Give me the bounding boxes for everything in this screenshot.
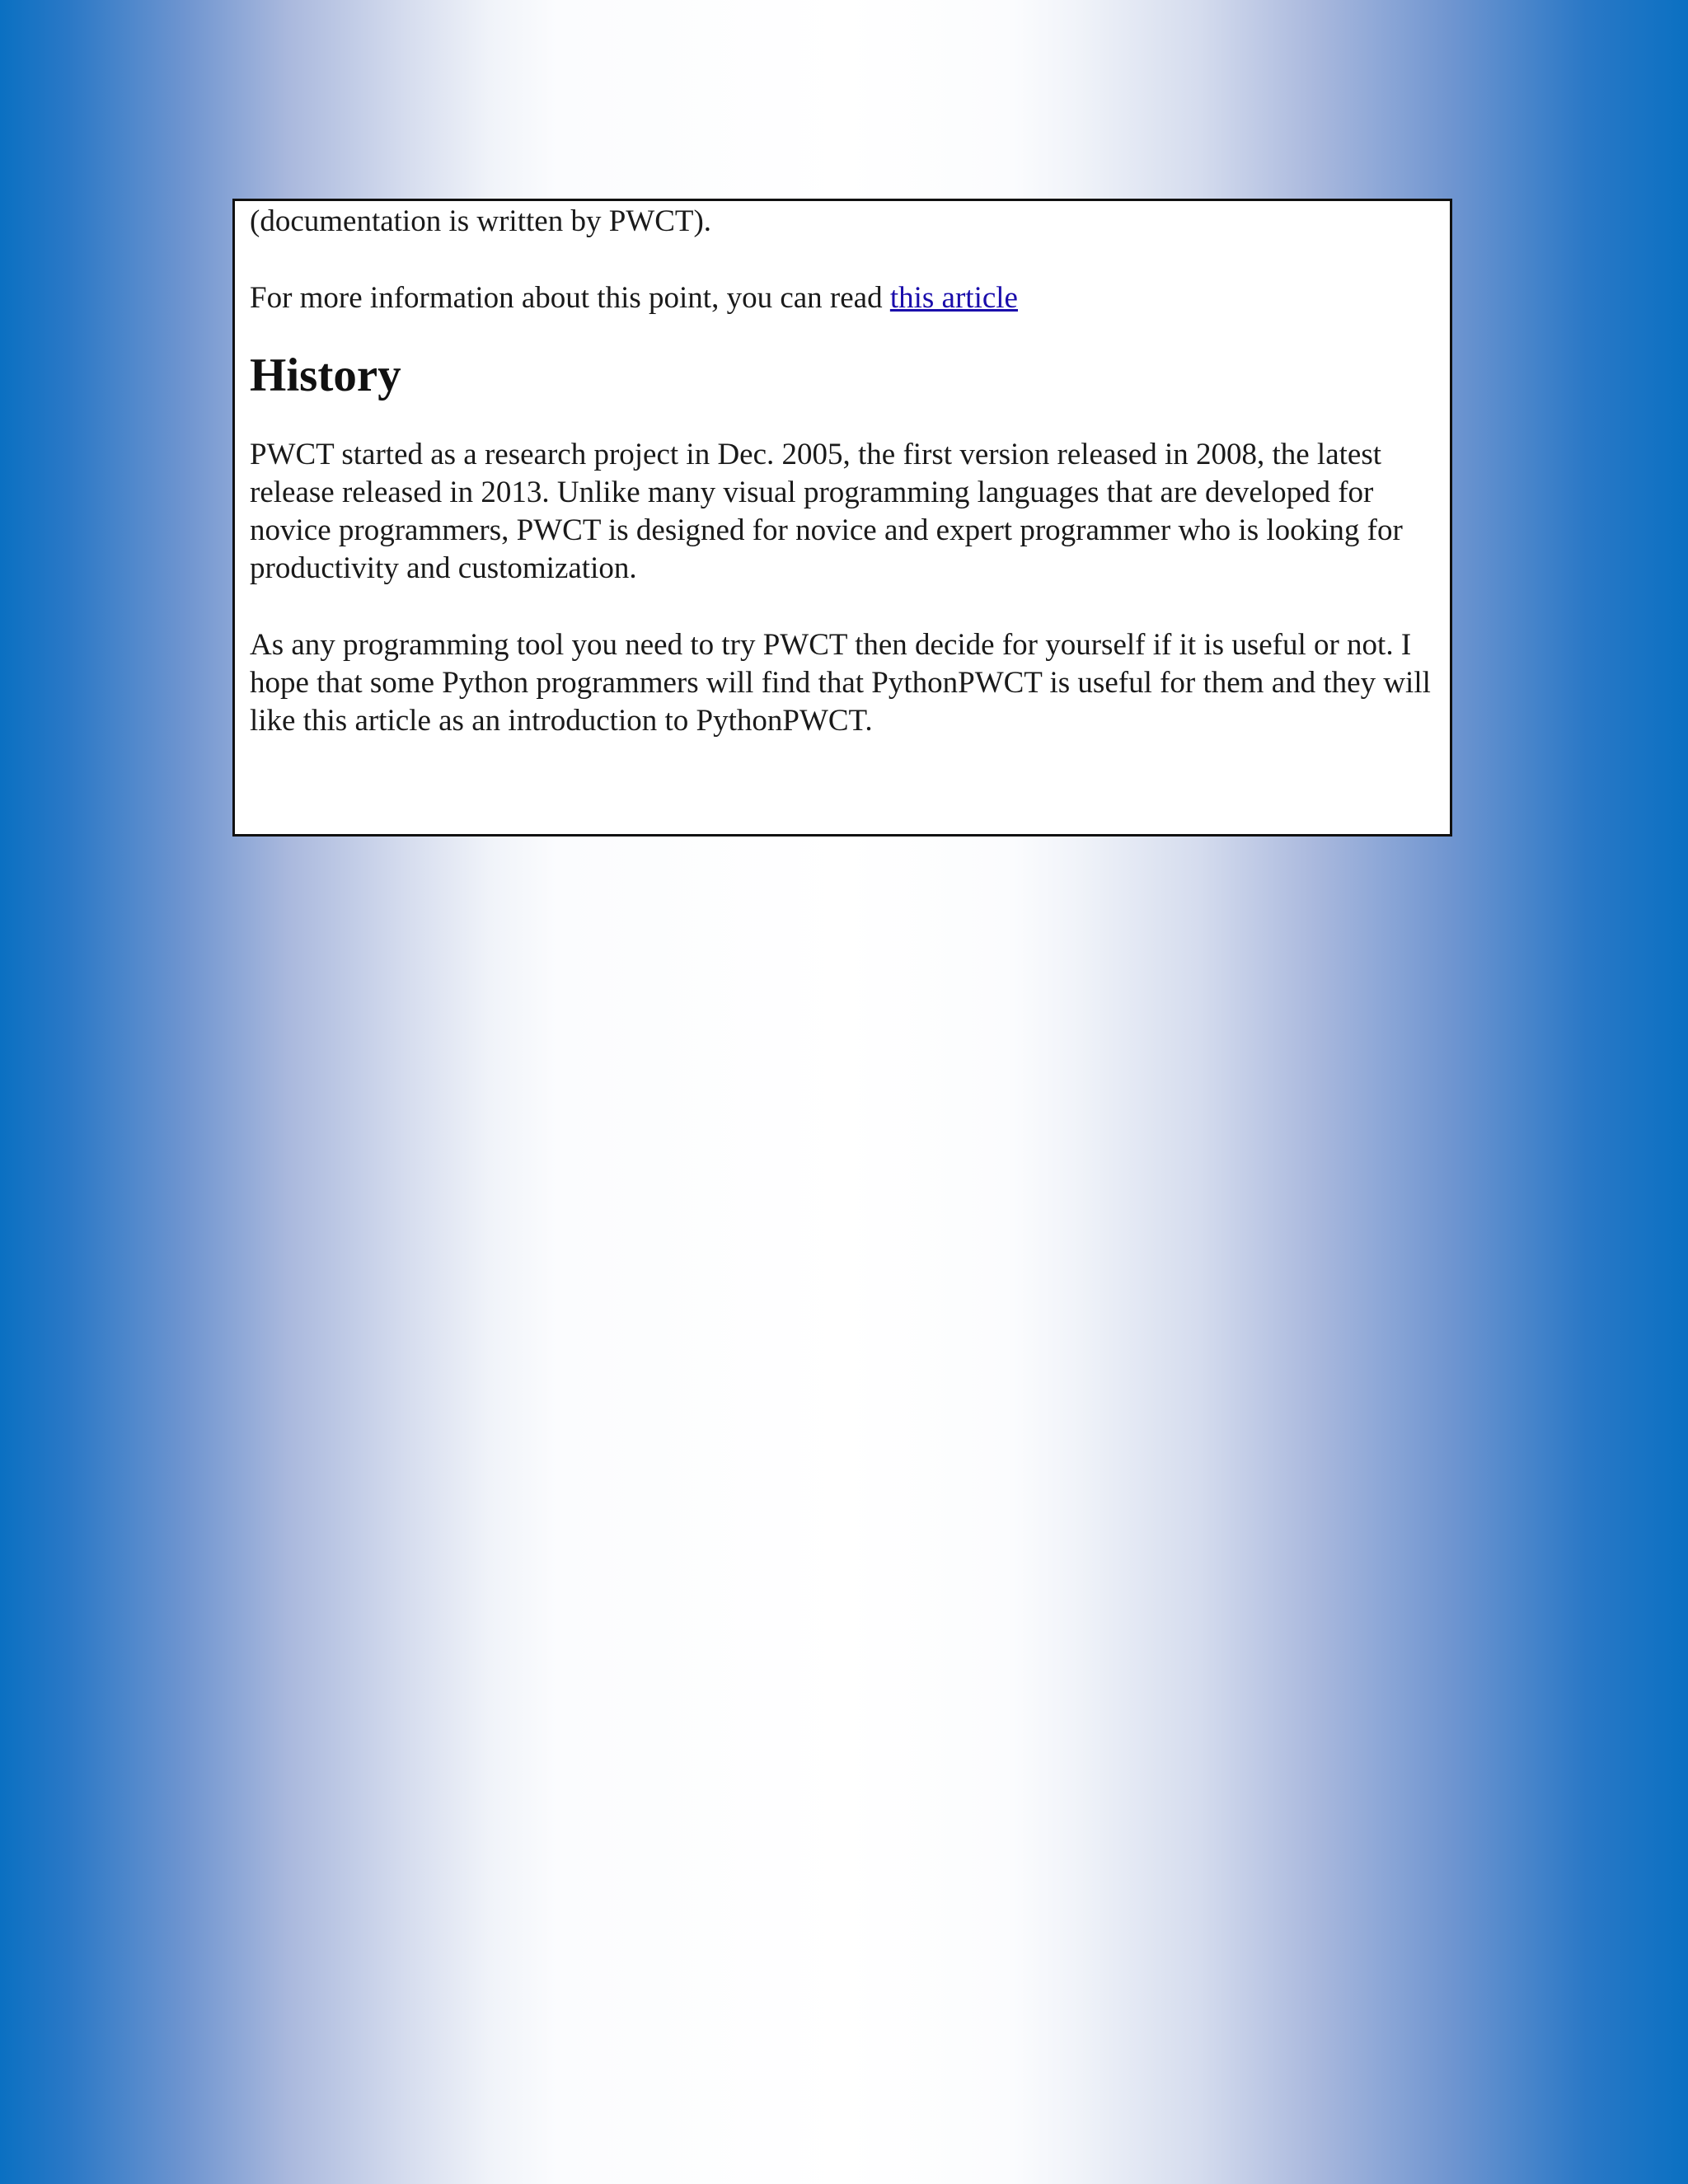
this-article-link[interactable]: this article xyxy=(889,281,1018,315)
more-info-paragraph xyxy=(250,279,1435,317)
closing-paragraph: As any programming tool you need to try PWCT then decide for yourself if it is useful or not. I hope that some Python programmers will find that PythonPWCT is useful for them and they will like this article as an introduction to PythonPWCT. xyxy=(250,628,1431,738)
intro-fragment: (documentation is written by PWCT). xyxy=(250,204,712,238)
more-info-text: For more information about this point, you can read xyxy=(250,281,890,315)
history-paragraph: PWCT started as a research project in Dec. 2005, the first version released in 2008, the latest release released in 2013. Unlike many visual programming languages that are developed for novice programmers, PWCT is designed for novice and expert programmer who is looking for productivity and customization. xyxy=(250,438,1403,585)
content-box xyxy=(232,199,1452,837)
history-heading: History xyxy=(250,349,401,401)
